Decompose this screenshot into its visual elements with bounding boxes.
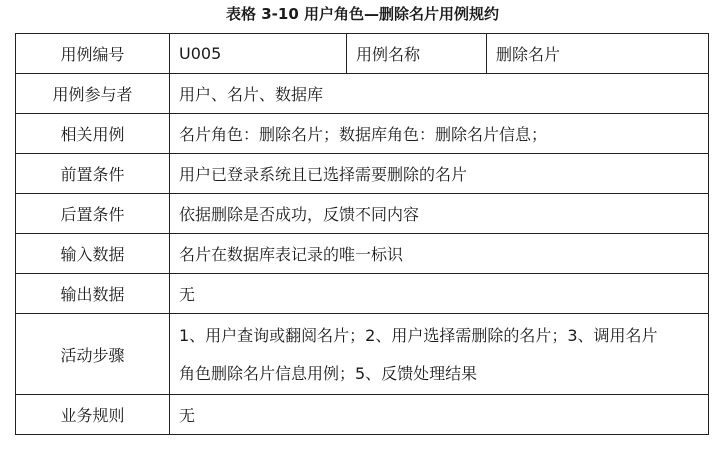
postcondition-label: 后置条件 <box>16 194 170 234</box>
related-use-cases-value: 名片角色：删除名片；数据库角色：删除名片信息； <box>170 114 709 154</box>
activity-steps-label: 活动步骤 <box>16 314 170 395</box>
input-data-value: 名片在数据库表记录的唯一标识 <box>170 234 709 274</box>
activity-steps-line-2: 角色删除名片信息用例；5、反馈处理结果 <box>179 364 478 383</box>
business-rules-label: 业务规则 <box>16 395 170 435</box>
precondition-label: 前置条件 <box>16 154 170 194</box>
use-case-spec-table <box>15 33 709 435</box>
table-row-related <box>16 114 709 154</box>
activity-steps-value <box>170 314 709 395</box>
output-data-value: 无 <box>170 274 709 314</box>
table-row-input <box>16 234 709 274</box>
output-data-label: 输出数据 <box>16 274 170 314</box>
actors-value: 用户、名片、数据库 <box>170 74 709 114</box>
use-case-name-label: 用例名称 <box>347 34 487 74</box>
table-row-steps <box>16 314 709 395</box>
precondition-value: 用户已登录系统且已选择需要删除的名片 <box>170 154 709 194</box>
business-rules-value: 无 <box>170 395 709 435</box>
table-row-id <box>16 34 709 74</box>
table-row-postcondition <box>16 194 709 234</box>
table-row-actors <box>16 74 709 114</box>
related-use-cases-label: 相关用例 <box>16 114 170 154</box>
table-row-output <box>16 274 709 314</box>
postcondition-value: 依据删除是否成功，反馈不同内容 <box>170 194 709 234</box>
use-case-name-value: 删除名片 <box>487 34 709 74</box>
table-caption: 表格 3-10 用户角色—删除名片用例规约 <box>226 5 499 23</box>
activity-steps-line-1: 1、用户查询或翻阅名片；2、用户选择需删除的名片；3、调用名片 <box>179 326 658 345</box>
input-data-label: 输入数据 <box>16 234 170 274</box>
table-row-precondition <box>16 154 709 194</box>
table-row-rules <box>16 395 709 435</box>
use-case-id-value: U005 <box>170 34 347 74</box>
actors-label: 用例参与者 <box>16 74 170 114</box>
use-case-id-label: 用例编号 <box>16 34 170 74</box>
